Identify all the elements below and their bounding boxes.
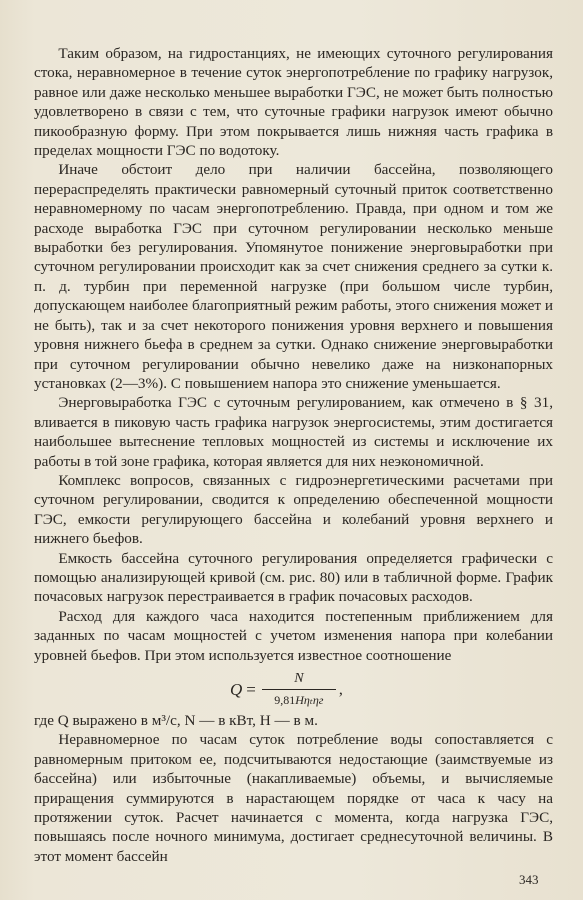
units-line: где Q выражено в м³/с, N — в кВт, H — в м.: [34, 712, 318, 729]
formula-numerator: N: [294, 671, 304, 686]
body-text: [34, 44, 553, 866]
paragraph-7: Неравномерное по часам суток потребление воды сопоставляется с равномерным притоком ее, подсчитываются недостающие (заимствуемые из бассейна) или избыточные (накапливаемые) объемы, и вычисляемые приращения суммируются в нарастающем порядке от часа к часу на протяжении суток. Расчет начинается с момента, когда нагрузка ГЭС, повышаясь после ночного минимума, достигает среднесуточной величины. В этот момент бассейн: [34, 731, 553, 865]
formula-comma: ,: [338, 681, 343, 699]
denominator-coefficient: 9,81: [274, 693, 296, 708]
paragraph-3: Энерговыработка ГЭС с суточным регулированием, как отмечено в § 31, вливается в пиковую часть графика нагрузок энергосистемы, этим достигается наибольшее вытеснение тепловых мощностей из системы и исключение их работы в той зоне графика, которая является для них неэкономичной.: [34, 394, 553, 470]
denominator-variables: Hηₜηг: [295, 693, 324, 708]
formula-lhs: Q: [230, 680, 243, 700]
page-number: 343: [519, 872, 539, 887]
formula-equals: =: [246, 680, 256, 700]
formula-denominator: [274, 690, 323, 710]
paragraph-5: Емкость бассейна суточного регулирования определяется графически с помощью анализирующей кривой (см. рис. 80) или в табличной форме. График почасовых нагрузок перестраивается в график почасовых расходов.: [34, 549, 553, 606]
formula-expression: [230, 669, 343, 711]
paragraph-6: Расход для каждого часа находится постепенным приближением для заданных по часам мощностей с учетом изменения напора при колебании уровней бьефов. При этом используется известное соотношение: [34, 607, 553, 664]
flow-formula: [34, 669, 553, 708]
paragraph-1: Таким образом, на гидростанциях, не имеющих суточного регулирования стока, неравномерное в течение суток энергопотребление по графику нагрузок, равное или даже несколько меньшее выработки ГЭС, не может быть полностью удовлетворено в связи с тем, что суточные графики нагрузок имеют обычно пикообразную форму. При этом покрывается лишь нижняя часть графика в пределах мощности ГЭС по водотоку.: [34, 45, 553, 160]
formula-fraction: [262, 669, 336, 711]
paragraph-2: Иначе обстоит дело при наличии бассейна, позволяющего перераспределять практически равномерный суточный приток соответственно неравномерному по часам энергопотреблению. Правда, при одном и том же расходе выработка ГЭС при суточном регулировании несколько меньше выработки без регулирования. Упомянутое понижение энерговыработки при суточном регулировании происходит как за счет снижения среднего за сутки к. п. д. турбин при переменной нагрузке (при большом числе турбин, допускающем наиболее благоприятный режим работы, этого снижения может и не быть), так и за счет некоторого понижения уровня верхнего и повышения уровня нижнего бьефа в среднем за сутки. Однако снижение энерговыработки при суточном регулировании обычно невелико даже на низконапорных установках (2—3%). С повышением напора это снижение уменьшается.: [34, 161, 553, 392]
paragraph-4: Комплекс вопросов, связанных с гидроэнергетическими расчетами при суточном регулировании, сводится к определению обеспеченной мощности ГЭС, емкости регулирующего бассейна и колебаний уровня верхнего и нижнего бьефов.: [34, 471, 553, 548]
